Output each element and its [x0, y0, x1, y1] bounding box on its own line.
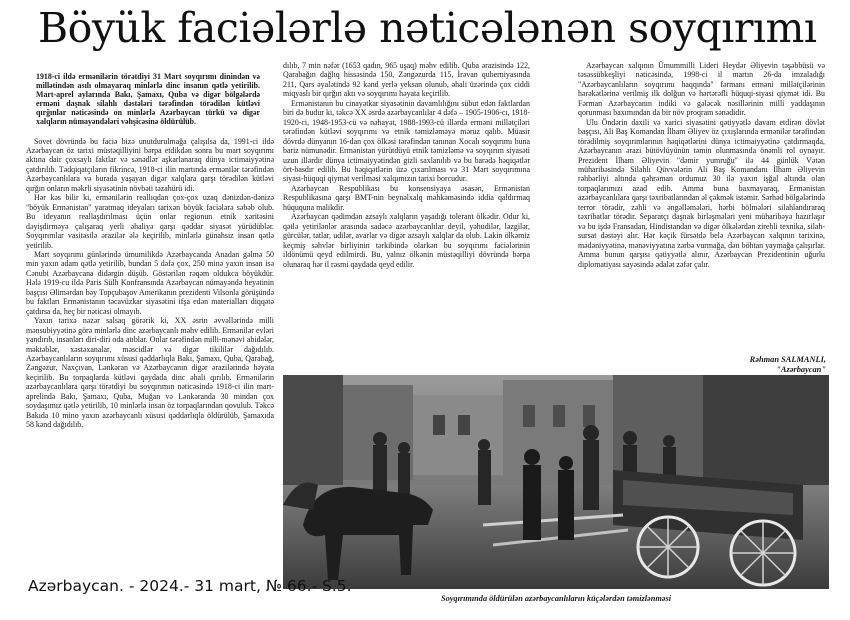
paragraph: Ulu Öndərin daxili və xarici siyasətini qətiyyətlə davam etdirən dövlət başçısı, Ali Baş Komandan İlham Əliyev öz çıxışlarında ermənilər tərəfindən törədilmiş soyqırımlarının həqiqətlərini dünya ictimaiyyətinə çatdırmaqda, Azərbaycanın ərazi bütövlüyünün təmin olunmasında önəmli rol oynayır. Prezident İlham Əliyevin "dəmir yumruğu" ilə 44 günlük Vətən müharibəsində Silahlı Qüvvələrin Ali Baş Komandanı İlham Əliyevin rəhbərliyi altında qəhrəman ordumuz 30 ilə yaxın işğal altında olan torpaqlarımızı azad edib. Amma buna baxmayaraq, Ermənistan azərbaycanlılara qarşı təxribatlarından əl çəkmək istəmir. Sərhəd bölgələrində terror törədir, zəhli və əngəlləmələri, hərbi bölmələri silahlandıraraq təxribatlar törədir. Separatçı daşnak birləşmələri yeni müharibəyə hazırlaşır və bu işdə Fransadan, Hindistandan və digər ölkələrdən zirehli texnika, silah-sursat dəstəyi alır. Hər kəçik fürsətdə belə Azərbaycan xalqının tarixinə, mədəniyyətinə, mənəviyyatına zərbə vurmağa, dən böhtan yaymağa çalışırlar. Amma bunun qarşısı qətiyyətlə alınır, Azərbaycan Prezidentinin uğurlu diplomatiyası sayəsində ədalət zəfər çalır.	[578, 117, 825, 269]
paragraph: Sovet dövründə bu faciə bizə unutdurulmağa çalışılsa da, 1991-ci ildə Azərbaycan öz tarixi müstəqilliyini bərpa etdikdən sonra bu mart soyqırımı aktına dair çoxsaylı faktlar və sənədlər aşkarlanaraq dünya ictimaiyyətinə çatdırılıb. Tədqiqatçıların fikrincə, 1918-ci ilin martında ermənilər tərəfindən Azərbaycanlılara və burada yaşayan digər xalqlara qarşı törədilən kütləvi qırğın onların məkrli siyasətinin növbəti təzahürü idi.	[26, 136, 274, 193]
paragraph: Azərbaycan xalqının Ümummilli Lideri Heydər Əliyevin təşəbbüsü və təsəssübkeşliyi nəticəsində, 1998-ci il martın 26-da imzaladığı "Azərbaycanlıların soyqırımı haqqında" fərmanı erməni millətçilərinin hərəkətlərinə verilmiş ilk dolğun və hərtərəfli hüquqi-siyasi qiymət idi. Bu Fərman Azərbaycanın indiki və gələcək nəsillərinin milli yaddaşının qorunması baxımından da bir növ proqram sənədidir.	[578, 61, 825, 118]
historical-photo	[283, 375, 829, 589]
article-headline: Böyük faciələrlə nəticələnən soyqırımı	[38, 4, 817, 52]
paragraph: Azərbaycan Respublikası bu konsensiyaya əsasən, Ermənistan Respublikasına qarşı BMT-nin beynəlxalq məhkəməsində iddia qaldırmaq hüququna malikdir.	[283, 183, 530, 212]
paragraph: dılıb, 7 min nəfər (1653 qadın, 965 uşaq) məhv edilib. Quba ərazisində 122, Qarabağın dağlıq hissəsində 150, Zəngəzurda 115, İrəvan quberniyasında 211, Qars əyalətində 92 kənd yerlə yeksan olunub, əhali üzərində çox ciddi miqyaslı bir qırğın aktı və soyqırımı həyata keçirilib.	[283, 61, 530, 99]
photo-caption: Soyqırımında öldürülən azərbaycanlıların küçələrdən təmizlənməsi	[440, 594, 672, 603]
author-signature	[650, 355, 826, 374]
paragraph: Hər kəs bilir ki, ermənilərin reallıqdan çox-çox uzaq dənizdən-dənizə "böyük Ermənistan" yaratmaq ideyaları tarixən böyük faciələrə səbəb olub. Bu ideyanın reallaşdırılması üçün onlar regionun etnik xəritəsini dəyişdirməyə çalışaraq yerli əhaliyə qarşı qəddar siyasət yürüdüblər. Soyqırımlar vasitəsilə ərazilər ələ keçirilib, minlərlə günahsız insan qətlə yetirilib.	[26, 193, 274, 250]
article-column-1	[26, 70, 274, 533]
author-organization: "Azərbaycan"	[776, 364, 826, 374]
article-column-2	[283, 61, 530, 369]
paragraph: Azərbaycan qədimdən azsaylı xalqların yaşadığı tolerant ölkədir. Odur ki, qətlə yetirilənlər arasında sadəcə azərbaycanlılar deyil, yəhudilər, ləzgilər, gürcülər, tatlar, udilər, avarlar və digər azsaylı xalqlar da olub. Lakin ölkəmiz keçmiş səhvlər birliyinin tərkibində olarkən bu soyqırımı faciələrinin ildönümü qeyd edilmirdi. Bu, yalnız ölkənin müstəqilliyi dövründə bərpa olunaraq hər il rəsmi qaydada qeyd edilir.	[283, 212, 530, 269]
paragraph: Yaxın tarixə nəzər salsaq görərik ki, XX əsrin əvvəllərində milli mənsubiyyətinə görə minlərlə dinc azərbaycanlı məhv edilib. Ermənilər evləri yandırıb, insanları diri-diri oda atıblar. Onlar tərəfindən milli-mənəvi abidələr, məktəblər, xəstəxanalar, məscidlər və digər tikililər dağıdılıb. Azərbaycanlıların soyqırımı xüsusi qəddarlıqla Bakı, Şamaxı, Quba, Qarabağ, Zəngəzur, Naxçıvan, Lənkəran və Azərbaycanın digər ərazilərində həyata keçirilib. Bu torpaqlarda kütləvi qaydada dinc əhali qırılıb. Ermənilərin azərbaycanlılara qarşı törətdiyi bu soyqırımın nəticəsində 1918-ci ilin mart-aprelində Bakı, Şamaxı, Quba, Muğan və Lənkəranda 30 mindən çox soydaşımız qətlə yetirilib, 10 minlərlə insan öz torpaqlarından qovulub. Təkcə Bakıda 10 mino yaxın azərbaycanlı xüsusi qəddarlıqla öldürülüb, Şamaxıda 58 kənd dağıdılıb.	[26, 316, 274, 430]
paragraph: Ermənistanın bu cinayətkar siyasətinin davamlılığını sübut edən faktlardan biri də budur ki, təkcə XX əsrdə azərbaycanlılar 4 dəfə – 1905-1906-cı, 1918-1920-ci, 1948-1953-cü və nəhayət, 1988-1993-cü illərdə erməni millətçiləri tərəfindən kütləvi soyqırımı və etnik təmizləməyə məruz qalıb. Müasir dövrdə dünyanın 16-dan çox ölkəsi tərəfindən tanınan Xocalı soyqırımı buna bariz nümunədir. Ermənistan yürütdüyü etnik təmizləmə və soyqırım siyasəti uzun illərdir dünya ictimaiyyətindən gizli saxlanılıb və bu barədə həqiqətlər ört-basdır edilib. Bu həqiqətlərin üzə çıxarılması və 31 Mart soyqırımına siyasi-hüquqi qiymət verilməsi xalqımızın tarixi borcudur.	[283, 98, 530, 184]
column-1-body	[26, 137, 274, 430]
source-citation: Azərbaycan. - 2024.- 31 mart, № 66.- S.5.	[28, 577, 352, 595]
article-column-3	[578, 61, 825, 355]
article-lead: 1918-ci ildə ermənilərin törətdiyi 31 Mart soyqırımı dinindən və millətindən asılı olmayaraq minlərlə dinc insanın qətlə yetirilib. Mart-aprel aylarında Bakı, Şamaxı, Quba və digər bölgələrdə erməni daşnak silahlı dəstələri tərəfindən törədilən kütləvi qırğınlar nəticəsində on minlərlə Azərbaycan türkü və digər xalqların nümayəndələri vəhşicəsinə öldürülüb.	[36, 72, 260, 127]
author-name: Rəhman SALMANLI,	[749, 355, 826, 364]
paragraph: Mart soyqırımı günlərində ümumilikdə Azərbaycanda Anadan gəlmə 50 min yaxın adam qətlə yetirilib, bundan 5 dəfə çox, 250 minə yaxın insan isə Cənubi Azərbaycana didərgin düşüb. Göstərilən rəqəm oldukca böyükdür. Hələ 1919-cu ildə Paris Sülh Konfransında Azərbaycan nümayəndə heyətinin başçısı Əlimərdan bəy Topçubaşov Amerikanın prezidenti Vilsonla görüşündə bu faktları Ermənistanın təcavüzkar siyasətini ifşa edən materialları diqqətə çatdırsa da, heç bir nəticəsi olmayıb.	[26, 250, 274, 316]
